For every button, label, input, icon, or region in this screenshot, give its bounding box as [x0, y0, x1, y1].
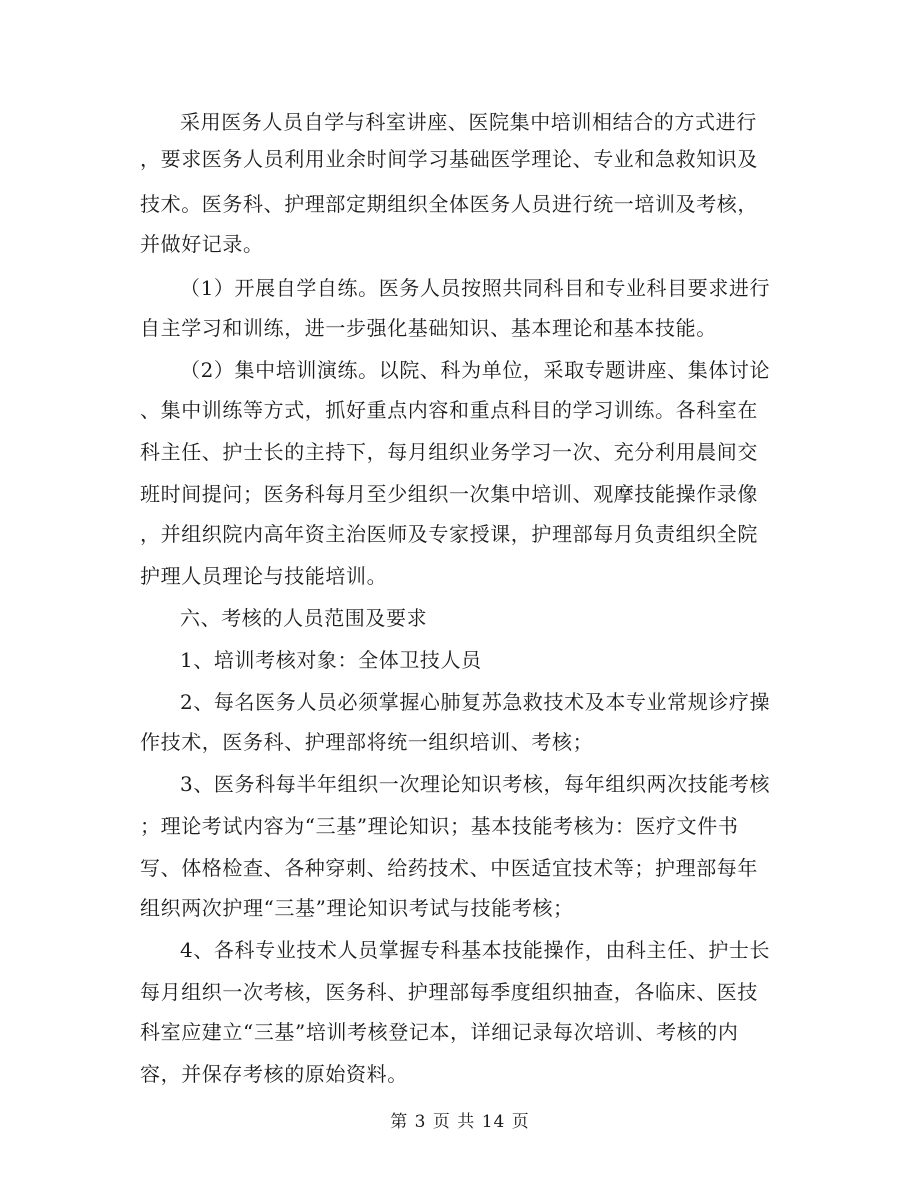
text-line: 写、体格检查、各种穿刺、给药技术、中医适宜技术等；护理部每年 — [140, 856, 758, 880]
page-number-footer: 第 3 页 共 14 页 — [390, 1112, 530, 1132]
text-line: 自主学习和训练，进一步强化基础知识、基本理论和基本技能。 — [140, 316, 717, 340]
text-line: 采用医务人员自学与科室讲座、医院集中培训相结合的方式进行 — [180, 110, 757, 134]
text-line: 容，并保存考核的原始资料。 — [140, 1062, 408, 1086]
text-line: 1、培训考核对象：全体卫技人员 — [180, 648, 482, 672]
text-line: 科室应建立“三基”培训考核登记本，详细记录每次培训、考核的内 — [140, 1020, 739, 1044]
text-line: 2、每名医务人员必须掌握心肺复苏急救技术及本专业常规诊疗操 — [180, 690, 771, 714]
text-line: 组织两次护理“三基”理论知识考试与技能考核； — [140, 896, 574, 920]
text-line: 、集中训练等方式，抓好重点内容和重点科目的学习训练。各科室在 — [140, 398, 758, 422]
text-line: 科主任、护士长的主持下，每月组织业务学习一次、充分利用晨间交 — [140, 440, 758, 464]
text-line: 4、各科专业技术人员掌握专科基本技能操作，由科主任、护士长 — [180, 938, 771, 962]
text-line: 3、医务科每半年组织一次理论知识考核，每年组织两次技能考核 — [180, 772, 771, 796]
text-line: 每月组织一次考核，医务科、护理部每季度组织抽查，各临床、医技 — [140, 980, 758, 1004]
text-line: 护理人员理论与技能培训。 — [140, 564, 388, 588]
text-line: ，要求医务人员利用业余时间学习基础医学理论、专业和急救知识及 — [140, 147, 758, 171]
text-line: 技术。医务科、护理部定期组织全体医务人员进行统一培训及考核， — [140, 192, 758, 216]
text-line: （2）集中培训演练。以院、科为单位，采取专题讲座、集体讨论 — [180, 358, 771, 382]
text-line: （1）开展自学自练。医务人员按照共同科目和专业科目要求进行 — [180, 276, 771, 300]
text-line: ，并组织院内高年资主治医师及专家授课，护理部每月负责组织全院 — [140, 522, 758, 546]
section-heading: 六、考核的人员范围及要求 — [180, 606, 428, 630]
text-line: ；理论考试内容为“三基”理论知识；基本技能考核为：医疗文件书 — [140, 814, 739, 838]
text-line: 班时间提问；医务科每月至少组织一次集中培训、观摩技能操作录像 — [140, 482, 758, 506]
text-line: 并做好记录。 — [140, 232, 264, 256]
text-line: 作技术，医务科、护理部将统一组织培训、考核； — [140, 730, 594, 754]
